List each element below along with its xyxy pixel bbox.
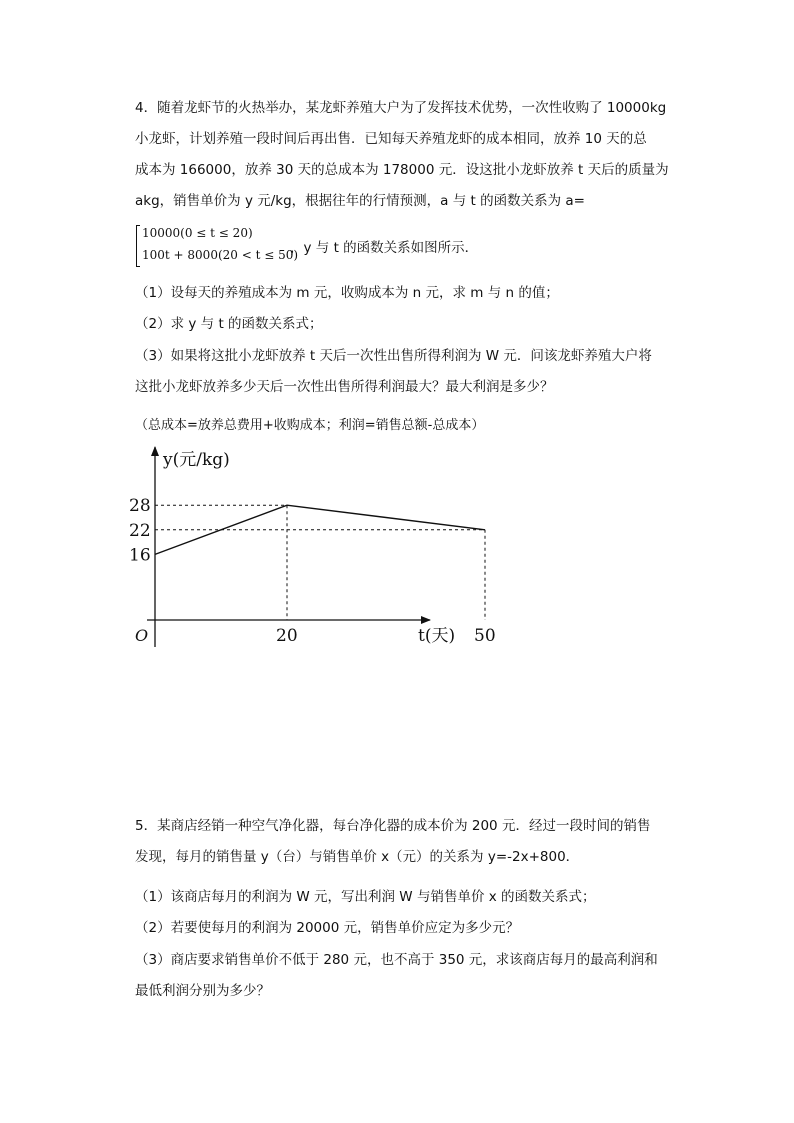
y-tick-28: 28: [129, 496, 151, 517]
price-time-chart: [125, 442, 496, 657]
piecewise-case-2: 100t + 8000(20 < t ≤ 50): [142, 248, 299, 262]
x-tick-20: 20: [276, 626, 298, 646]
q5-subquestion-2: （2）若要使每月的利润为 20000 元，销售单价应定为多少元？: [135, 920, 520, 936]
q5-subquestion-1: （1）该商店每月的利润为 W 元，写出利润 W 与销售单价 x 的函数关系式；: [135, 889, 596, 905]
q4-subquestion-3-line-2: 这批小龙虾放养多少天后一次性出售所得利润最大？最大利润是多少？: [135, 379, 554, 395]
y-tick-16: 16: [129, 545, 151, 566]
q4-subquestion-2: （2）求 y 与 t 的函数关系式；: [135, 316, 323, 332]
piecewise-case-1: 10000(0 ≤ t ≤ 20): [142, 226, 253, 240]
q4-text-line-2: 小龙虾，计划养殖一段时间后再出售．已知每天养殖龙虾的成本相同，放养 10 天的总: [135, 131, 647, 147]
origin-label: O: [135, 626, 149, 645]
q4-text-line-4: akg，销售单价为 y 元/kg，根据往年的行情预测，a 与 t 的函数关系为 a=: [135, 193, 585, 209]
q4-text-line-1: 4．随着龙虾节的火热举办，某龙虾养殖大户为了发挥技术优势，一次性收购了 10000kg: [135, 100, 667, 116]
q4-subquestion-3-line-1: （3）如果将这批小龙虾放养 t 天后一次性出售所得利润为 W 元．问该龙虾养殖大户将: [135, 348, 652, 364]
piecewise-function: [136, 225, 299, 269]
x-tick-50: 50: [474, 626, 496, 646]
q5-subquestion-3-line-1: （3）商店要求销售单价不低于 280 元，也不高于 350 元，求该商店每月的最高利润和: [135, 952, 658, 968]
y-tick-22: 22: [129, 520, 151, 541]
q5-text-line-1: 5．某商店经销一种空气净化器，每台净化器的成本价为 200 元．经过一段时间的销售: [135, 818, 651, 834]
q5-subquestion-3-line-2: 最低利润分别为多少？: [135, 983, 270, 999]
q4-text-line-3: 成本为 166000，放养 30 天的总成本为 178000 元．设这批小龙虾放养 t 天后的质量为: [135, 162, 669, 178]
q4-text-after-piecewise: ，y 与 t 的函数关系如图所示．: [290, 240, 479, 256]
x-axis-label: t(天): [418, 626, 456, 646]
y-axis-label: y(元/kg): [163, 450, 230, 470]
q5-text-line-2: 发现，每月的销售量 y（台）与销售单价 x（元）的关系为 y=-2x+800．: [135, 849, 580, 865]
q4-note: （总成本=放养总费用+收购成本；利润=销售总额-总成本）: [135, 418, 485, 433]
q4-subquestion-1: （1）设每天的养殖成本为 m 元，收购成本为 n 元，求 m 与 n 的值；: [135, 285, 559, 301]
piecewise-brace: [136, 225, 141, 267]
